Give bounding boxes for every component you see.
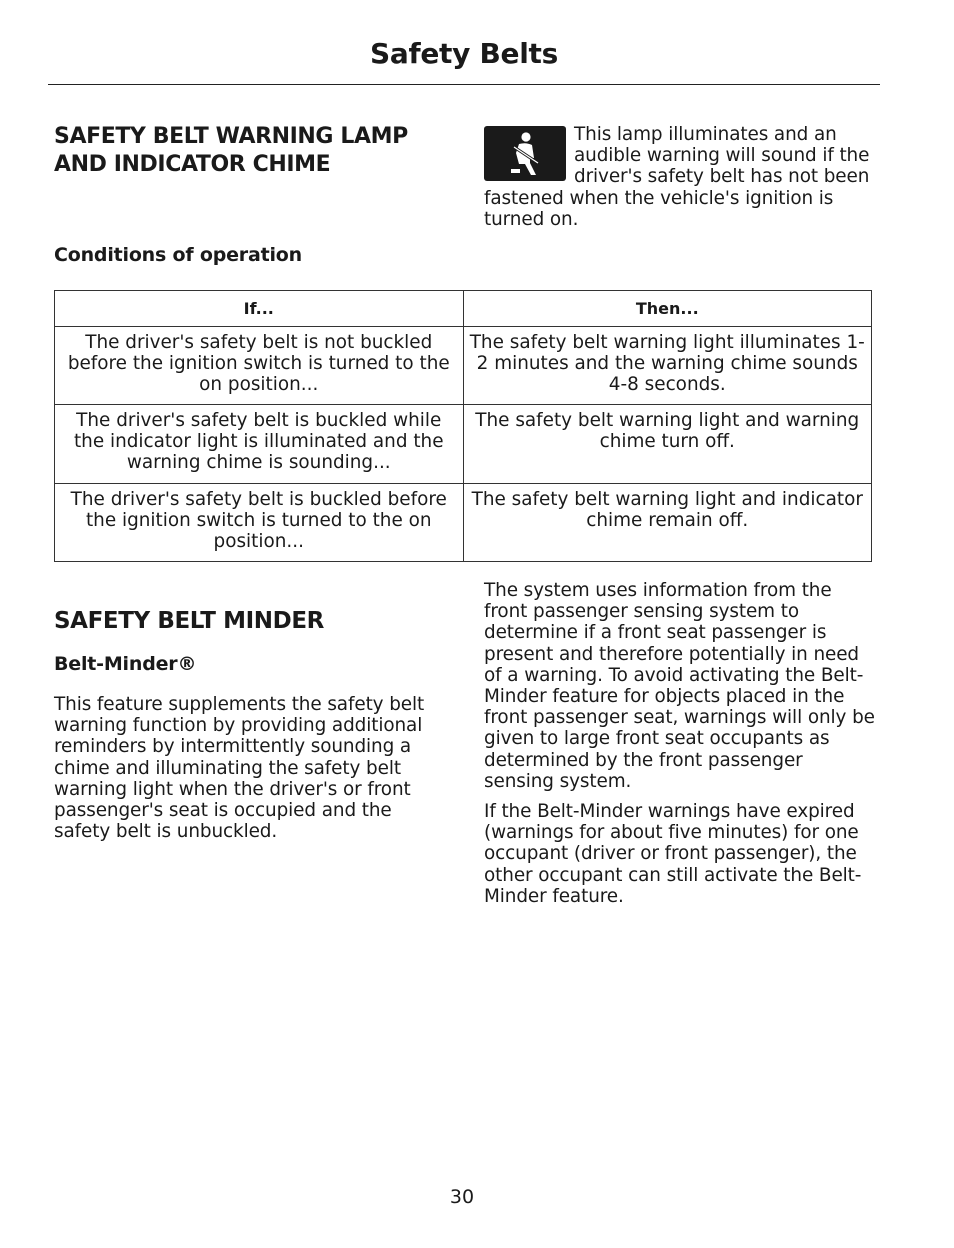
column-header-then: Then... <box>463 291 872 327</box>
table-row <box>55 484 872 562</box>
table-cell-if: The driver's safety belt is not buckled before the ignition switch is turned to the on position... <box>55 327 464 405</box>
table-cell-if: The driver's safety belt is buckled before the ignition switch is turned to the on position... <box>55 484 464 562</box>
table-row <box>55 327 872 405</box>
warning-lamp-title: SAFETY BELT WARNING LAMP AND INDICATOR CHIME <box>54 124 408 177</box>
belt-minder-paragraph: This feature supplements the safety belt warning function by providing additional reminders by intermittently sounding a chime and illuminating the safety belt warning light when the driver's or front passenger's seat is occupied and the safety belt is unbuckled. <box>54 694 425 843</box>
table-cell-then: The safety belt warning light and indicator chime remain off. <box>463 484 872 562</box>
warning-lamp-description: This lamp illuminates and an audible warning will sound if the driver's safety belt has not been fastened when the vehicle's ignition is turned on. <box>484 124 870 230</box>
conditions-heading: Conditions of operation <box>54 244 302 266</box>
page-header <box>48 34 880 85</box>
warnings-expired-paragraph: If the Belt-Minder warnings have expired (warnings for about five minutes) for one occupant (driver or front passenger), the other occupant can still activate the Belt-Minder feature. <box>484 801 862 907</box>
table-row <box>55 405 872 484</box>
passenger-sensing-paragraph: The system uses information from the front passenger sensing system to determine if a front seat passenger is present and therefore potentially in need of a warning. To avoid activating the Belt-Minder feature for objects placed in the front passenger seat, warnings will only be given to large front seat occupants as determined by the front passenger sensing system. <box>484 580 875 792</box>
table-cell-then: The safety belt warning light illuminates 1-2 minutes and the warning chime sounds 4-8 seconds. <box>463 327 872 405</box>
table-cell-then: The safety belt warning light and warning chime turn off. <box>463 405 872 484</box>
page-number: 30 <box>449 1186 475 1208</box>
table-header-row <box>55 291 872 327</box>
page-title: Safety Belts <box>370 37 558 70</box>
warning-lamp-block <box>484 124 876 230</box>
conditions-table <box>54 290 872 562</box>
belt-minder-section-title: SAFETY BELT MINDER <box>54 608 324 634</box>
column-header-if: If... <box>55 291 464 327</box>
belt-minder-subtitle: Belt-Minder® <box>54 653 197 675</box>
table-cell-if: The driver's safety belt is buckled while the indicator light is illuminated and the warning chime is sounding... <box>55 405 464 484</box>
seatbelt-warning-icon <box>484 126 566 181</box>
